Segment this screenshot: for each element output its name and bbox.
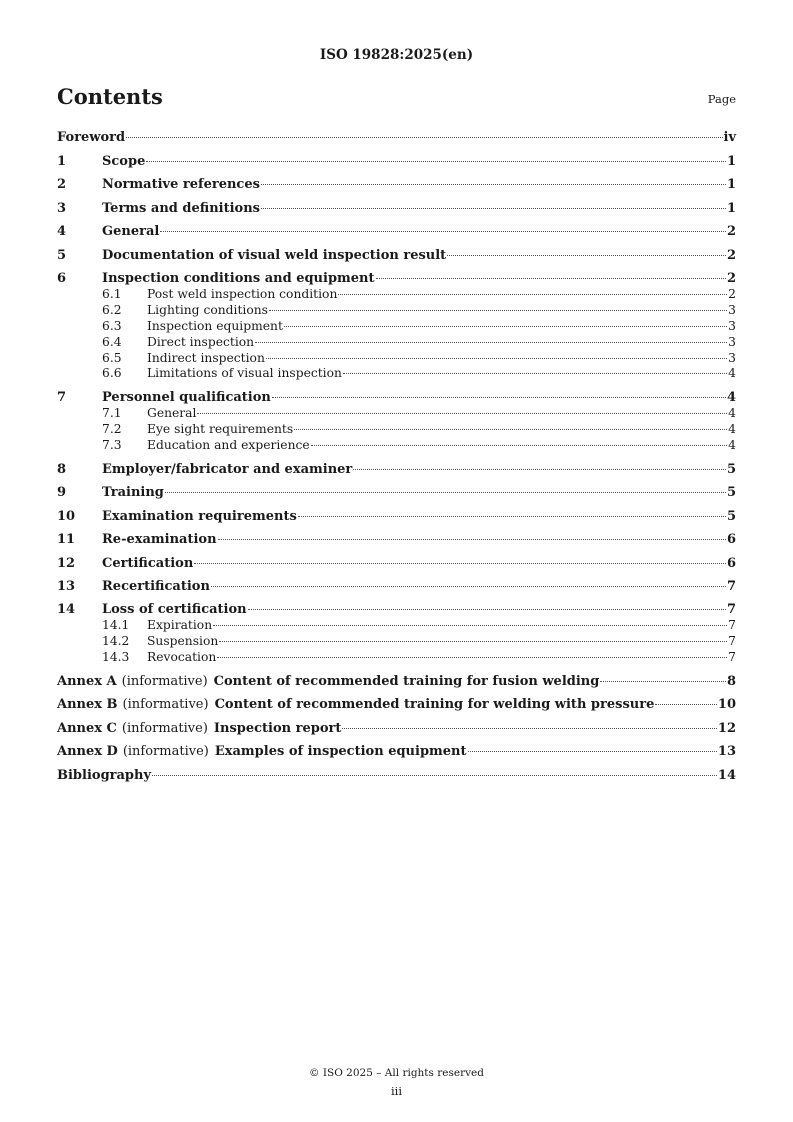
toc-entry-section-3[interactable] [57, 201, 736, 224]
dot-leader [261, 184, 726, 185]
toc-entry-section-2[interactable] [57, 177, 736, 200]
toc-section-number: 8 [57, 461, 67, 477]
toc-entry-label: Foreword [57, 130, 126, 145]
dot-leader [284, 326, 727, 327]
toc-entry-annex-c[interactable] [57, 721, 736, 744]
toc-section-number: 7 [57, 390, 67, 406]
dot-leader [447, 255, 726, 256]
toc-entry-label: Terms and definitions [102, 200, 260, 216]
toc-entry-page: 3 [728, 350, 736, 365]
annex-type: (informative) [122, 744, 209, 760]
annex-heading [57, 697, 654, 712]
toc-entry-page: 4 [728, 438, 736, 453]
dot-leader [269, 310, 727, 311]
dot-leader [194, 563, 726, 564]
dot-leader [255, 342, 727, 343]
toc-entry-label: Inspection equipment [147, 318, 283, 333]
toc-entry-page: 14 [717, 767, 736, 783]
toc-entry-label: General [102, 224, 160, 240]
toc-entry-label: Inspection conditions and equipment [102, 270, 375, 286]
dot-leader [655, 704, 717, 705]
toc-subsection-number: 6.4 [102, 334, 122, 349]
annex-title: Content of recommended training for fusion welding [213, 673, 600, 689]
dot-leader [342, 728, 717, 729]
dot-leader [160, 231, 726, 232]
dot-leader [376, 278, 726, 279]
dot-leader [218, 539, 726, 540]
toc-entry-page: 4 [728, 366, 736, 381]
toc-entry-label: Suspension [147, 634, 219, 649]
annex-heading [57, 721, 341, 736]
toc-entry-label: Recertification [102, 578, 210, 594]
toc-section-number: 4 [57, 224, 67, 240]
toc-entry-page: 5 [726, 461, 736, 477]
toc-subsection-number: 14.1 [102, 618, 130, 633]
toc-entry-label: Eye sight requirements [147, 422, 294, 437]
toc-entry-label: General [147, 406, 197, 421]
dot-leader [261, 208, 726, 209]
dot-leader [217, 657, 727, 658]
toc-entry-label: Limitations of visual inspection [147, 366, 342, 381]
section-gap [57, 382, 736, 390]
annex-type: (informative) [122, 697, 209, 713]
section-gap [57, 454, 736, 462]
toc-section-number: 6 [57, 270, 67, 286]
toc-entry-subsection-14.2[interactable] [57, 634, 736, 650]
toc-entry-page: 2 [726, 247, 736, 263]
toc-entry-label: Post weld inspection condition [147, 286, 338, 301]
annex-type: (informative) [121, 673, 208, 689]
toc-subsection-number: 6.1 [102, 286, 122, 301]
toc-entry-label: Training [102, 485, 164, 501]
toc-entry-label: Indirect inspection [147, 350, 265, 365]
toc-entry-section-11[interactable] [57, 532, 736, 555]
toc-subsection-number: 6.3 [102, 318, 122, 333]
toc-entry-label: Examination requirements [102, 508, 297, 524]
toc-entry-section-4[interactable] [57, 224, 736, 247]
toc-entry-page: 7 [728, 650, 736, 665]
copyright-notice: © ISO 2025 – All rights reserved [309, 1067, 484, 1079]
annex-prefix: Annex A [57, 673, 117, 689]
toc-entry-page: 8 [726, 673, 736, 689]
toc-entry-page: 6 [726, 555, 736, 571]
toc-entry-page: 2 [726, 270, 736, 286]
toc-entry-page: 1 [726, 154, 736, 169]
toc-entry-label: Expiration [147, 618, 213, 633]
toc-entry-subsection-6.4[interactable] [57, 335, 736, 351]
toc-subsection-number: 6.2 [102, 302, 122, 317]
toc-section-number: 3 [57, 200, 67, 216]
toc-entry-page: 5 [726, 508, 736, 524]
toc-entry-subsection-7.1[interactable] [57, 406, 736, 422]
toc-entry-page: 6 [726, 532, 736, 548]
toc-entry-page: 7 [728, 618, 736, 633]
annex-prefix: Annex C [57, 720, 117, 736]
dot-leader [211, 586, 726, 587]
toc-entry-page: 3 [728, 302, 736, 317]
toc-entry-page: 3 [728, 334, 736, 349]
toc-entry-section-5[interactable] [57, 248, 736, 271]
toc-entry-page: 3 [728, 318, 736, 333]
toc-entry-label: Re-examination [102, 532, 217, 548]
toc-entry-subsection-7.2[interactable] [57, 422, 736, 438]
dot-leader [146, 161, 726, 162]
toc-entry-label: Education and experience [147, 438, 310, 453]
toc-entry-subsection-6.3[interactable] [57, 319, 736, 335]
dot-leader [353, 469, 726, 470]
toc-subsection-number: 6.5 [102, 350, 122, 365]
toc-subsection-number: 14.3 [102, 650, 130, 665]
toc-entry-page: 12 [717, 720, 736, 736]
toc-section-number: 2 [57, 177, 67, 193]
toc-entry-subsection-6.2[interactable] [57, 303, 736, 319]
toc-entry-page: 1 [726, 200, 736, 216]
toc-entry-label: Personnel qualification [102, 390, 271, 406]
dot-leader [468, 751, 717, 752]
page-title: Contents [57, 84, 163, 109]
page-number: iii [390, 1084, 403, 1098]
toc-entry-label: Employer/fabricator and examiner [102, 461, 353, 477]
toc-subsection-number: 6.6 [102, 366, 122, 381]
annex-heading [57, 674, 599, 689]
toc-entry-label: Bibliography [57, 767, 152, 783]
toc-entry-page: 13 [717, 744, 736, 760]
toc-subsection-number: 7.3 [102, 438, 122, 453]
toc-entry-subsection-7.3[interactable] [57, 438, 736, 454]
toc-entry-subsection-14.3[interactable] [57, 650, 736, 666]
toc-subsection-number: 7.2 [102, 422, 122, 437]
annex-heading [57, 744, 467, 759]
toc-entry-annex-b[interactable] [57, 697, 736, 720]
toc-entry-foreword[interactable] [57, 130, 736, 154]
dot-leader [213, 625, 727, 626]
toc-entry-subsection-6.5[interactable] [57, 351, 736, 367]
toc-entry-page: 4 [726, 390, 736, 406]
toc-entry-subsection-6.6[interactable] [57, 366, 736, 382]
annex-prefix: Annex B [57, 697, 118, 713]
toc-entry-page: 7 [726, 602, 736, 618]
dot-leader [197, 413, 727, 414]
dot-leader [266, 358, 727, 359]
annex-type: (informative) [121, 720, 208, 736]
toc-entry-label: Normative references [102, 177, 260, 193]
dot-leader [248, 609, 726, 610]
toc-entry-bibliography[interactable] [57, 768, 736, 791]
dot-leader [152, 775, 717, 776]
dot-leader [294, 429, 727, 430]
annex-title: Content of recommended training for welding with pressure [214, 697, 655, 713]
toc-entry-label: Scope [102, 154, 146, 169]
dot-leader [165, 492, 726, 493]
dot-leader [126, 137, 722, 138]
page-column-label: Page [707, 92, 736, 106]
toc-entry-section-9[interactable] [57, 485, 736, 508]
toc-section-number: 1 [57, 154, 67, 169]
dot-leader [219, 641, 727, 642]
toc-entry-section-7[interactable] [57, 390, 736, 406]
toc-entry-section-14[interactable] [57, 602, 736, 618]
toc-subsection-number: 14.2 [102, 634, 130, 649]
toc-section-number: 10 [57, 508, 76, 524]
toc-entry-label: Certification [102, 555, 194, 571]
toc-entry-page: 4 [728, 422, 736, 437]
toc-section-number: 14 [57, 602, 76, 618]
dot-leader [272, 397, 726, 398]
dot-leader [298, 516, 726, 517]
toc-section-number: 12 [57, 555, 76, 571]
toc-entry-subsection-6.1[interactable] [57, 287, 736, 303]
document-header: ISO 19828:2025(en) [319, 47, 474, 63]
toc-entry-section-12[interactable] [57, 556, 736, 579]
toc-entry-page: 2 [726, 224, 736, 240]
toc-entry-page: 10 [717, 697, 736, 713]
dot-leader [343, 373, 727, 374]
toc-section-number: 5 [57, 247, 67, 263]
toc-subsection-number: 7.1 [102, 406, 122, 421]
toc-entry-page: 7 [726, 578, 736, 594]
toc-entry-page: 2 [728, 286, 736, 301]
toc-entry-label: Revocation [147, 650, 217, 665]
toc-entry-page: 1 [726, 177, 736, 193]
toc-entry-section-1[interactable] [57, 154, 736, 177]
toc-section-number: 13 [57, 578, 76, 594]
toc-entry-annex-d[interactable] [57, 744, 736, 767]
toc-entry-section-6[interactable] [57, 271, 736, 287]
toc-entry-label: Documentation of visual weld inspection result [102, 247, 447, 263]
toc-entry-page: 7 [728, 634, 736, 649]
toc-entry-page: iv [723, 130, 736, 145]
toc-entry-section-8[interactable] [57, 462, 736, 485]
dot-leader [600, 681, 726, 682]
toc-entry-annex-a[interactable] [57, 674, 736, 697]
toc-entry-page: 5 [726, 485, 736, 501]
toc-section-number: 11 [57, 532, 76, 548]
annex-title: Inspection report [213, 720, 342, 736]
section-gap [57, 666, 736, 674]
dot-leader [338, 294, 727, 295]
toc-entry-label: Lighting conditions [147, 302, 268, 317]
annex-title: Examples of inspection equipment [214, 744, 467, 760]
toc-entry-section-10[interactable] [57, 509, 736, 532]
toc-entry-label: Direct inspection [147, 334, 255, 349]
toc-entry-subsection-14.1[interactable] [57, 618, 736, 634]
toc-entry-label: Loss of certification [102, 602, 247, 618]
toc-section-number: 9 [57, 485, 67, 501]
dot-leader [311, 445, 728, 446]
toc-entry-section-13[interactable] [57, 579, 736, 602]
table-of-contents [57, 130, 736, 791]
annex-prefix: Annex D [57, 744, 118, 760]
toc-entry-page: 4 [728, 406, 736, 421]
